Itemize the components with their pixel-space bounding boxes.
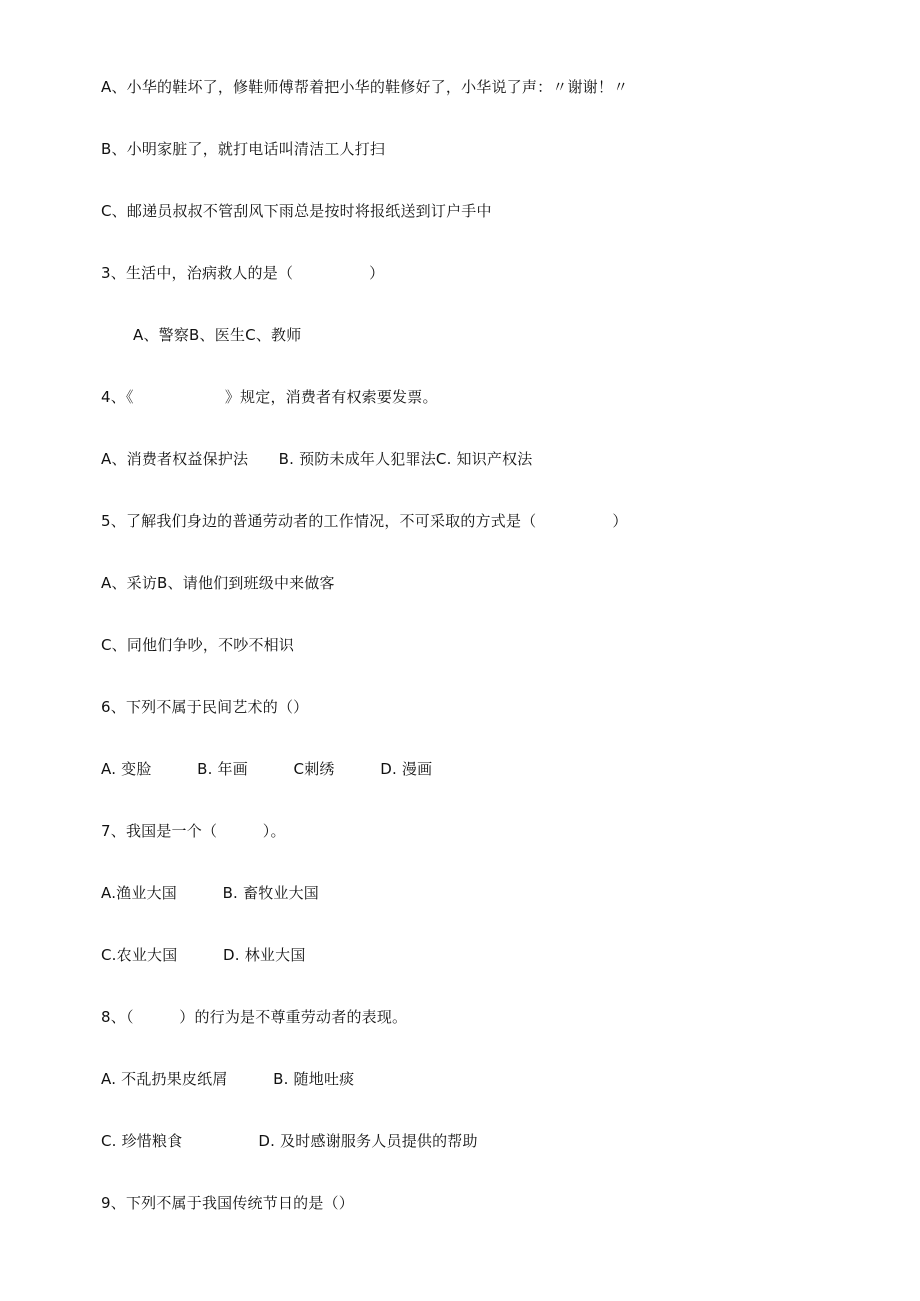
question-8: 8、（ ）的行为是不尊重劳动者的表现。 (101, 1008, 408, 1026)
option-a-shoe-repair: A、小华的鞋坏了，修鞋师傅帮着把小华的鞋修好了，小华说了声：〃谢谢！〃 (101, 78, 629, 96)
question-4: 4、《 》规定，消费者有权索要发票。 (101, 388, 438, 406)
question-3-options: A、警察B、医生C、教师 (133, 326, 302, 344)
question-4-options: A、消费者权益保护法 B. 预防未成年人犯罪法C. 知识产权法 (101, 450, 533, 468)
question-7: 7、我国是一个（ ）。 (101, 822, 286, 840)
question-6: 6、下列不属于民间艺术的（） (101, 698, 309, 716)
question-3: 3、生活中，治病救人的是（ ） (101, 264, 385, 282)
option-c-postman: C、邮递员叔叔不管刮风下雨总是按时将报纸送到订户手中 (101, 202, 492, 220)
question-7-options-cd: C.农业大国 D. 林业大国 (101, 946, 306, 964)
question-5-options-ab: A、采访B、请他们到班级中来做客 (101, 574, 335, 592)
question-8-options-cd: C. 珍惜粮食 D. 及时感谢服务人员提供的帮助 (101, 1132, 478, 1150)
question-7-options-ab: A.渔业大国 B. 畜牧业大国 (101, 884, 319, 902)
option-b-cleaner: B、小明家脏了，就打电话叫清洁工人打扫 (101, 140, 386, 158)
question-8-options-ab: A. 不乱扔果皮纸屑 B. 随地吐痰 (101, 1070, 355, 1088)
question-9: 9、下列不属于我国传统节日的是（） (101, 1194, 354, 1212)
question-5-option-c: C、同他们争吵，不吵不相识 (101, 636, 295, 654)
question-5: 5、了解我们身边的普通劳动者的工作情况，不可采取的方式是（ ） (101, 512, 628, 530)
question-6-options: A. 变脸 B. 年画 C刺绣 D. 漫画 (101, 760, 433, 778)
